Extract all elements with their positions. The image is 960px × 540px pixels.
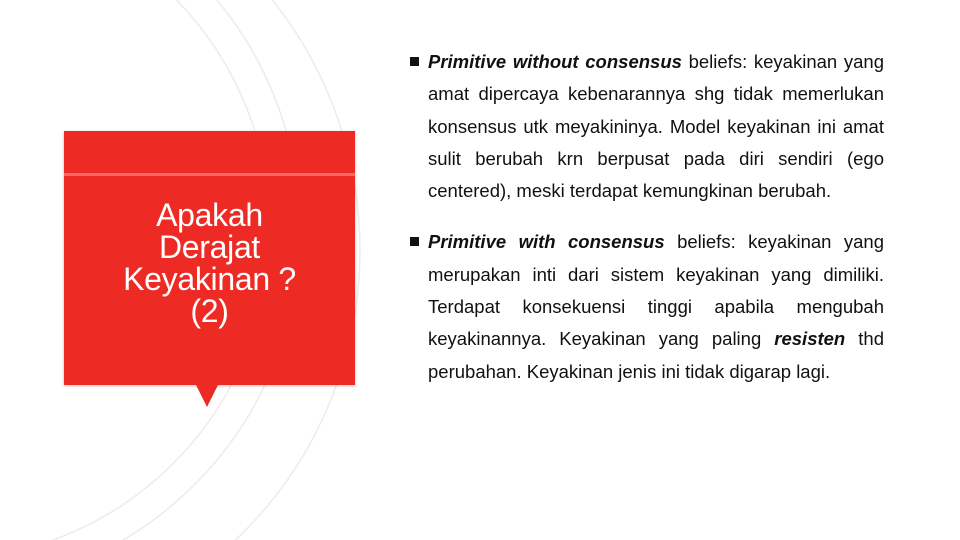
bullet-text-end: thd perubahan. Keyakinan jenis ini tidak digarap lagi. xyxy=(428,328,884,382)
bullet-term: Primitive without consensus xyxy=(428,51,682,72)
title-line: Derajat xyxy=(158,229,261,265)
title-line: Apakah xyxy=(156,197,263,233)
square-bullet-icon xyxy=(410,57,419,66)
bullet-item xyxy=(408,46,884,207)
bullet-text: beliefs: keyakinan yang merupakan inti dari sistem keyakinan yang dimiliki. Terdapat konsekuensi tinggi apabila mengubah keyakinannya. Keyakinan yang paling xyxy=(428,231,884,350)
title-line: Keyakinan ? xyxy=(123,261,296,297)
bullet-item xyxy=(408,226,884,387)
title-box xyxy=(64,131,355,385)
bullet-term: Primitive with consensus xyxy=(428,231,665,253)
square-bullet-icon xyxy=(410,237,419,246)
title-line: (2) xyxy=(190,293,229,329)
bullet-list xyxy=(408,46,884,388)
title-pointer xyxy=(196,385,218,407)
bullet-text: beliefs: keyakinan yang amat dipercaya kebenarannya shg tidak memerlukan konsensus utk meyakininya. Model keyakinan ini amat sulit berubah krn berpusat pada diri sendiri (ego centered), meski terdapat kemungkinan berubah. xyxy=(428,51,884,202)
slide-title xyxy=(64,199,355,327)
bullet-emphasis: resisten xyxy=(774,328,846,350)
title-band xyxy=(64,173,355,176)
